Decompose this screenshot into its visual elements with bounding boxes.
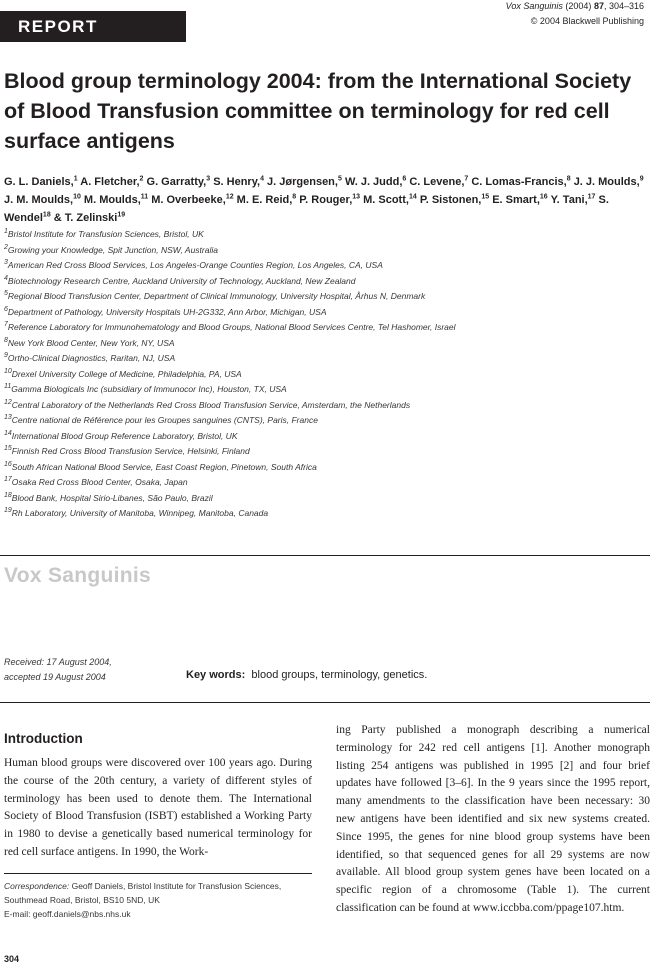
author-affiliation-number: 11	[140, 193, 149, 201]
author	[80, 176, 143, 188]
affiliation	[4, 429, 644, 445]
affiliation-number: 1	[4, 228, 8, 236]
author	[574, 176, 644, 188]
affiliation-text: Gamma Biologicals Inc (subsidiary of Immunocor Inc), Houston, TX, USA	[11, 384, 287, 394]
keywords	[186, 669, 427, 681]
affiliation	[4, 413, 644, 429]
author-name: C. Lomas-Francis,	[471, 176, 567, 188]
affiliation-number: 18	[4, 491, 12, 499]
page-number: 304	[4, 954, 20, 964]
author-affiliation-number: 18	[42, 211, 51, 219]
correspondence-text: Geoff Daniels, Bristol Institute for Transfusion Sciences, Southmead Road, Bristol, BS10 5ND, UK	[4, 881, 282, 905]
author-name: S. Wendel	[4, 194, 609, 224]
body-text-left: Human blood groups were discovered over 100 years ago. During the course of the 20th century, a variety of different styles of terminology has been used to denote them. The International Society of Blood Transfusion (ISBT) established a Working Party in 1980 to devise a genetically based numerical terminology for red cell surface antigens. In 1990, the Work-	[4, 757, 312, 858]
section-heading: Introduction	[4, 731, 83, 746]
author-name: M. Moulds,	[83, 194, 141, 206]
author	[420, 194, 489, 206]
author-affiliation-number: 19	[117, 211, 126, 219]
author-affiliation-number: 6	[402, 175, 407, 183]
author-name: Y. Tani,	[550, 194, 588, 206]
affiliation	[4, 289, 644, 305]
affiliation-number: 2	[4, 243, 8, 251]
affiliation-text: Department of Pathology, University Hospitals UH-2G332, Ann Arbor, Michigan, USA	[7, 306, 327, 317]
author	[84, 194, 148, 206]
affiliation-text: International Blood Group Reference Laboratory, Bristol, UK	[11, 430, 238, 441]
affiliation	[4, 491, 644, 507]
affiliation-number: 4	[4, 274, 8, 282]
affiliation-text: Blood Bank, Hospital Sirio-Libanes, São Paulo, Brazil	[11, 492, 213, 503]
author	[363, 194, 417, 206]
keywords-label: Key words:	[186, 669, 246, 681]
affiliation	[4, 382, 644, 398]
author	[267, 176, 342, 188]
affiliation-text: Ortho-Clinical Diagnostics, Raritan, NJ, USA	[7, 353, 176, 363]
author	[151, 194, 233, 206]
author-affiliation-number: 16	[539, 193, 548, 201]
author-affiliation-number: 3	[206, 175, 211, 183]
affiliation-text: Bristol Institute for Transfusion Sciences, Bristol, UK	[7, 229, 204, 239]
divider	[0, 555, 650, 556]
affiliation-number: 10	[4, 367, 12, 375]
author-affiliation-number: 7	[464, 175, 469, 183]
affiliation	[4, 444, 644, 460]
journal-logo: Vox Sanguinis	[4, 564, 152, 587]
author-affiliation-number: 12	[225, 193, 234, 201]
affiliation-text: American Red Cross Blood Services, Los Angeles-Orange Counties Region, Los Angeles, CA, USA	[7, 260, 383, 270]
affiliation-number: 9	[4, 352, 8, 360]
author-name: W. J. Judd,	[344, 176, 403, 188]
affiliation-text: South African National Blood Service, East Coast Region, Pinetown, South Africa	[11, 461, 317, 472]
author-affiliation-number: 9	[639, 175, 644, 183]
affiliation-number: 7	[4, 321, 8, 329]
affiliation-number: 3	[4, 259, 8, 267]
author	[237, 194, 297, 206]
author-affiliation-number: 8	[566, 175, 571, 183]
received-dates	[4, 655, 112, 685]
affiliation-number: 14	[4, 429, 12, 437]
affiliation-text: Finnish Red Cross Blood Transfusion Service, Helsinki, Finland	[11, 446, 250, 456]
author-affiliation-number: 17	[587, 193, 596, 201]
author-affiliation-number: 8	[292, 193, 297, 201]
affiliation-text: Centre national de Référence pour les Groupes sanguines (CNTS), Paris, France	[11, 415, 318, 425]
affiliation	[4, 274, 644, 290]
affiliation	[4, 336, 644, 352]
author-name: M. E. Reid,	[236, 194, 293, 206]
affiliation-text: New York Blood Center, New York, NY, USA	[7, 337, 175, 348]
author	[551, 194, 596, 206]
author	[4, 176, 78, 188]
affiliation	[4, 227, 644, 243]
divider	[0, 702, 650, 703]
author-affiliation-number: 14	[408, 193, 417, 201]
affiliation	[4, 398, 644, 414]
affiliation-number: 6	[4, 305, 8, 313]
accepted-date: accepted 19 August 2004	[4, 672, 106, 682]
author-affiliation-number: 4	[260, 175, 264, 183]
copyright: © 2004 Blackwell Publishing	[530, 16, 644, 26]
affiliation-text: Rh Laboratory, University of Manitoba, Winnipeg, Manitoba, Canada	[11, 508, 269, 518]
author-list	[4, 173, 644, 227]
affiliation-number: 13	[4, 414, 12, 422]
author-affiliation-number: 10	[73, 193, 81, 201]
affiliation	[4, 475, 644, 491]
author	[345, 176, 406, 188]
journal-pages: , 304–316	[603, 1, 644, 11]
author-name: M. Scott,	[363, 194, 409, 206]
author-affiliation-number: 1	[73, 175, 78, 183]
journal-name: Vox Sanguinis	[505, 1, 563, 11]
author-name: P. Sistonen,	[419, 194, 482, 206]
author-affiliation-number: 2	[139, 175, 144, 183]
affiliation	[4, 351, 644, 367]
affiliation	[4, 243, 644, 259]
affiliation	[4, 258, 644, 274]
author-name: G. Garratty,	[146, 176, 207, 188]
author	[147, 176, 211, 188]
correspondence	[4, 879, 314, 921]
affiliation	[4, 460, 644, 476]
affiliation-text: Growing your Knowledge, Spit Junction, NSW, Australia	[7, 244, 218, 255]
affiliation-number: 5	[4, 290, 8, 298]
author-affiliation-number: 15	[481, 193, 490, 201]
affiliation-number: 19	[4, 507, 12, 515]
affiliation-text: Reference Laboratory for Immunohematology and Blood Groups, National Blood Services Centre, Tel Hashomer, Israel	[7, 322, 456, 332]
author-name: G. L. Daniels,	[4, 176, 74, 188]
author-name: & T. Zelinski	[53, 212, 118, 224]
keywords-text: blood groups, terminology, genetics.	[251, 669, 428, 681]
author-name: P. Rouger,	[299, 194, 353, 206]
author-name: J. Jørgensen,	[267, 176, 338, 188]
affiliation-text: Regional Blood Transfusion Center, Department of Clinical Immunology, University Hospital, Århus N, Denmark	[7, 291, 426, 301]
article-title: Blood group terminology 2004: from the International Society of Blood Transfusion committee on terminology for red cell surface antigens	[4, 69, 632, 153]
author	[409, 176, 468, 188]
affiliation-text: Biotechnology Research Centre, Auckland University of Technology, Auckland, New Zealand	[7, 275, 356, 286]
correspondence-label: Correspondence:	[4, 881, 70, 891]
affiliation	[4, 320, 644, 336]
affiliation-text: Osaka Red Cross Blood Center, Osaka, Japan	[11, 477, 188, 487]
author-affiliation-number: 5	[337, 175, 342, 183]
author-affiliation-number: 13	[352, 193, 361, 201]
affiliation-list	[4, 227, 644, 522]
author-name: M. Overbeeke,	[151, 194, 226, 206]
affiliation-number: 16	[4, 460, 12, 468]
journal-volume: 87	[593, 1, 604, 11]
affiliation	[4, 305, 644, 321]
author	[54, 212, 125, 224]
affiliation-number: 11	[4, 383, 12, 391]
journal-year: (2004)	[565, 1, 592, 11]
affiliation-text: Central Laboratory of the Netherlands Red Cross Blood Transfusion Service, Amsterdam, the Netherlands	[11, 399, 411, 410]
affiliation	[4, 506, 644, 522]
footnote-divider	[4, 873, 312, 874]
affiliation-number: 8	[4, 336, 8, 344]
author	[471, 176, 570, 188]
affiliation-number: 15	[4, 445, 12, 453]
section-label: REPORT	[0, 11, 186, 42]
affiliation-number: 17	[4, 476, 12, 484]
correspondence-email: E-mail: geoff.daniels@nbs.nhs.uk	[4, 909, 131, 919]
affiliation-number: 12	[4, 398, 12, 406]
body-text-right: ing Party published a monograph describing a numerical terminology for 242 red cell antigens [1]. Another monograph listing 254 antigens was published in 1995 [2] and four brief updates have followed [3–6]. In the 9 years since the 1995 report, many amendments to the classification have been necessary: 30 new antigens have been identified and six new systems created. Since 1995, the genes for nine blood group systems have been identified, so that sequenced genes for all 29 systems are now available. All blood group system genes have been located on a specific region of a chromosome (Table 1). The current classification can be found at www.iccbba.com/ppage107.htm.	[336, 724, 650, 914]
author	[492, 194, 547, 206]
author-name: J. J. Moulds,	[573, 176, 640, 188]
author-name: E. Smart,	[492, 194, 540, 206]
author	[4, 194, 81, 206]
author-name: C. Levene,	[409, 176, 465, 188]
received-date: Received: 17 August 2004,	[4, 657, 112, 667]
affiliation-text: Drexel University College of Medicine, Philadelphia, PA, USA	[11, 368, 242, 379]
author-name: J. M. Moulds,	[4, 194, 74, 206]
journal-citation	[506, 1, 644, 11]
author-name: A. Fletcher,	[80, 176, 140, 188]
author	[299, 194, 360, 206]
author	[213, 176, 264, 188]
author-name: S. Henry,	[213, 176, 261, 188]
affiliation	[4, 367, 644, 383]
